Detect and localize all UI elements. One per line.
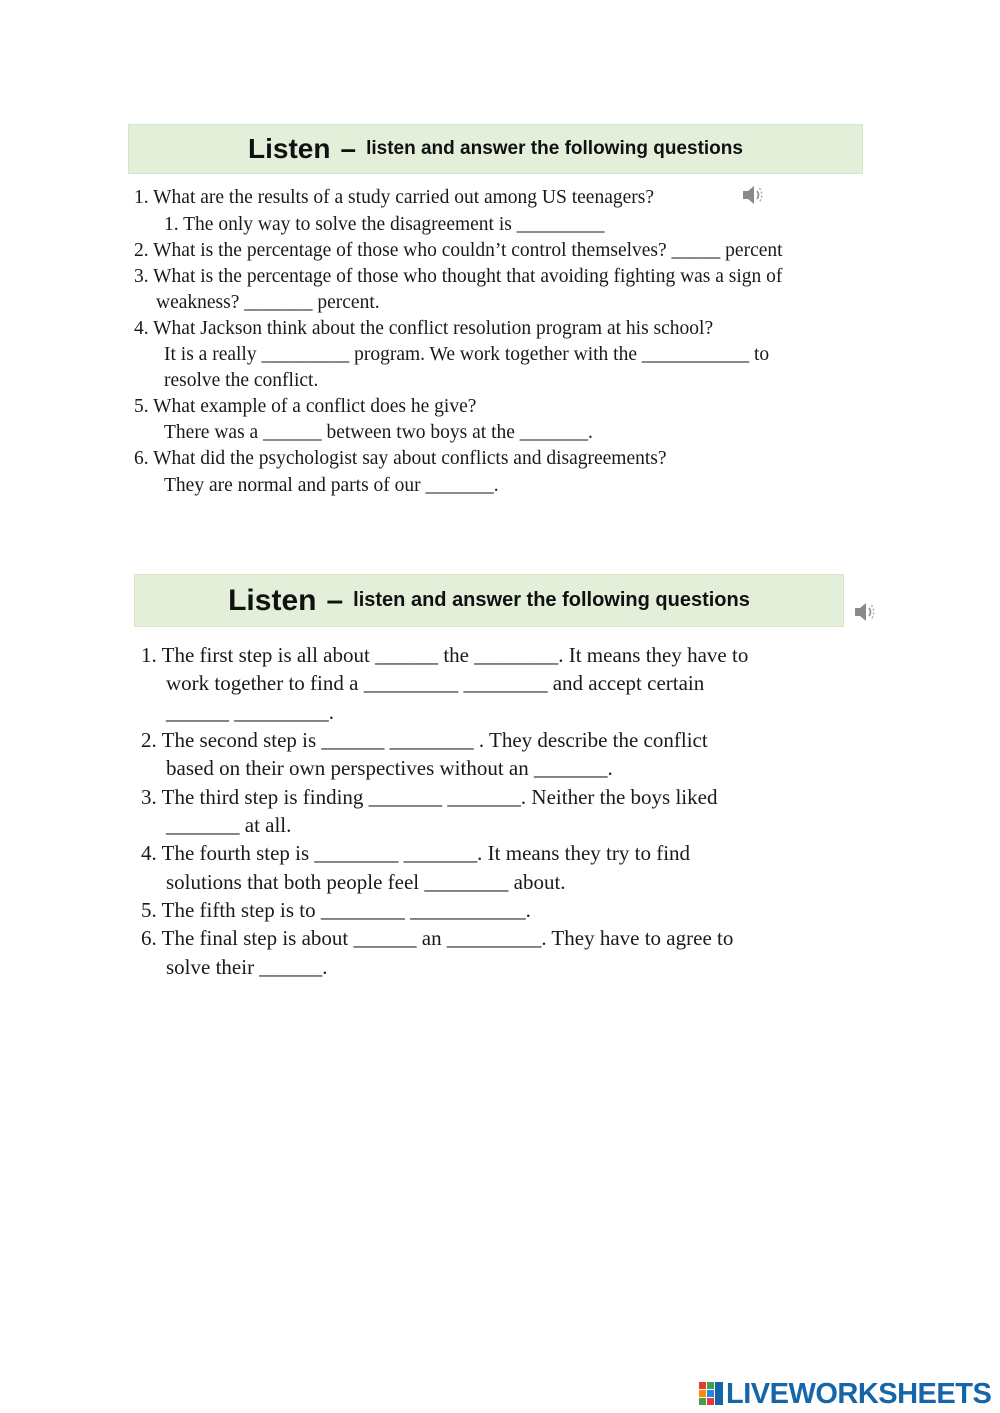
liveworksheets-logo-icon (698, 1380, 724, 1408)
speaker-icon[interactable] (853, 601, 877, 623)
header-subtitle: listen and answer the following questions (353, 589, 750, 611)
step1-line: 1. The first step is all about ______ the ________. It means they have to (141, 643, 749, 667)
q6-line: 6. What did the psychologist say about conflicts and disagreements? (134, 448, 667, 469)
header-title: Listen (228, 583, 317, 617)
step6-cont-line: solve their ______. (166, 955, 328, 979)
q4-answer-line: It is a really _________ program. We work together with the ___________ to (164, 344, 770, 365)
q1-answer-line: 1. The only way to solve the disagreement is _________ (164, 214, 605, 235)
q2-line: 2. What is the percentage of those who couldn’t control themselves? _____ percent (134, 240, 783, 261)
step1-cont2-line: ______ _________. (166, 700, 334, 724)
step3-cont-line: _______ at all. (166, 813, 292, 837)
step3-line: 3. The third step is finding _______ _______. Neither the boys liked (141, 785, 718, 809)
step2-line: 2. The second step is ______ ________ . They describe the conflict (141, 728, 708, 752)
step2-cont-line: based on their own perspectives without an _______. (166, 756, 613, 780)
step1-cont-line: work together to find a _________ ________ and accept certain (166, 671, 705, 695)
step6-line: 6. The final step is about ______ an _________. They have to agree to (141, 926, 734, 950)
liveworksheets-logo (698, 1378, 991, 1410)
q1-line: 1. What are the results of a study carried out among US teenagers? (134, 187, 655, 208)
q5-answer-line: There was a ______ between two boys at the _______. (164, 422, 593, 443)
q5-line: 5. What example of a conflict does he give? (134, 396, 477, 417)
q3-cont-line: weakness? _______ percent. (156, 292, 380, 313)
logo-text: LIVEWORKSHEETS (726, 1377, 992, 1410)
section2-header (134, 574, 844, 627)
speaker-icon[interactable] (741, 184, 765, 206)
header-subtitle: listen and answer the following questions (366, 138, 743, 159)
q4-answer-cont-line: resolve the conflict. (164, 370, 319, 391)
q6-answer-line: They are normal and parts of our _______. (164, 475, 499, 496)
q3-line: 3. What is the percentage of those who thought that avoiding fighting was a sign of (134, 266, 783, 287)
section1-header (128, 124, 863, 174)
step4-line: 4. The fourth step is ________ _______. It means they try to find (141, 841, 691, 865)
header-dash: – (326, 583, 344, 617)
step4-cont-line: solutions that both people feel ________ about. (166, 870, 566, 894)
header-dash: – (340, 133, 357, 164)
step5-line: 5. The fifth step is to ________ ___________. (141, 898, 531, 922)
header-title: Listen (248, 133, 331, 164)
q4-line: 4. What Jackson think about the conflict resolution program at his school? (134, 318, 714, 339)
